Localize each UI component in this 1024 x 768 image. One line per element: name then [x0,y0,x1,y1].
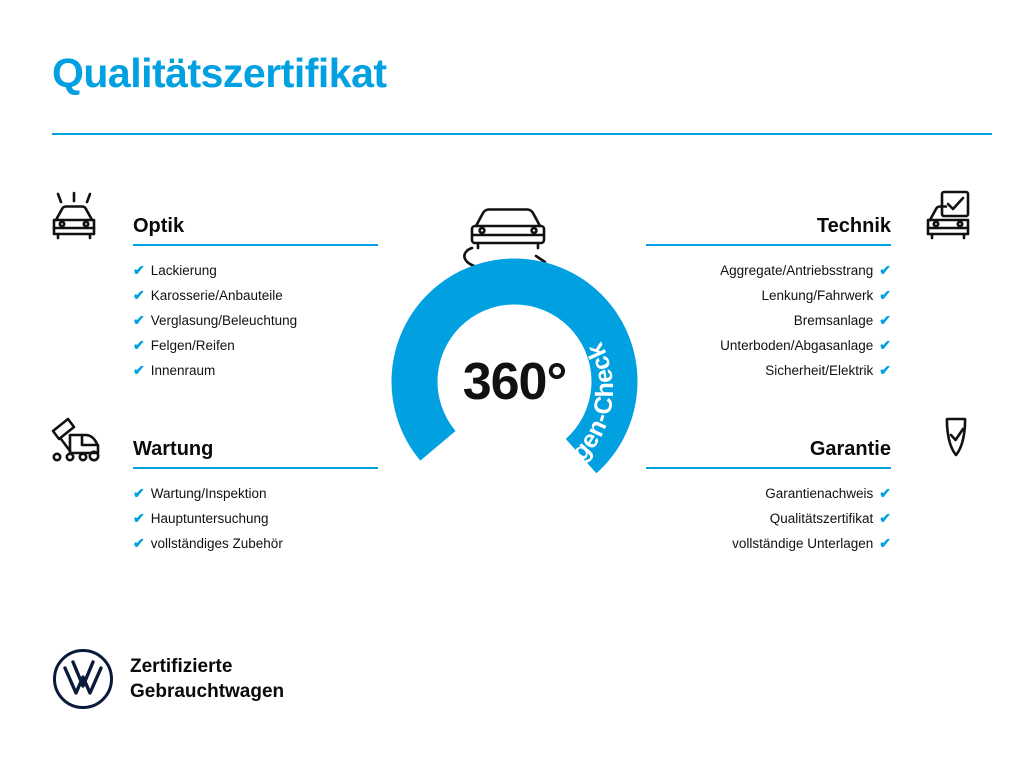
degree-value: 360° [462,352,567,411]
list-item [636,283,976,308]
list-item [48,283,388,308]
car-front-shine-icon [48,190,122,246]
list-item-label: Karosserie/Anbauteile [150,288,283,303]
car-checklist-icon [902,190,976,246]
check-icon: ✔ [879,287,891,303]
shield-check-icon [902,413,976,469]
section-header [636,200,976,246]
check-icon: ✔ [879,510,891,526]
check-icon: ✔ [879,535,891,551]
check-icon: ✔ [133,362,145,378]
list-item-label: Hauptuntersuchung [150,511,269,526]
check-icon: ✔ [879,337,891,353]
section-header [636,423,976,469]
section-item-list [636,258,976,383]
title-divider [52,133,992,135]
right-column [636,200,976,556]
list-item [48,506,388,531]
list-item [636,333,976,358]
brand-footer [52,648,284,710]
section-garantie [636,423,976,556]
section-divider [646,467,891,469]
svg-text:Gebrauchtwagen-Check: Gebrauchtwagen-Check [432,338,620,496]
car-lift-icon [48,413,122,469]
section-header [48,200,388,246]
brand-line-2: Gebrauchtwagen [130,681,285,702]
check-icon: ✔ [879,312,891,328]
vw-logo [52,648,114,710]
list-item-label: Qualitätszertifikat [769,511,874,526]
section-title: Technik [816,215,891,237]
list-item [636,506,976,531]
section-item-list [48,258,388,383]
list-item-label: Lackierung [150,263,217,278]
check-icon: ✔ [133,312,145,328]
left-column [48,200,388,556]
list-item [48,308,388,333]
list-item [48,481,388,506]
list-item [636,258,976,283]
check-icon: ✔ [879,262,891,278]
section-divider [646,244,891,246]
section-item-list [48,481,388,556]
brand-line-1: Zertifizierte [130,656,233,677]
list-item-label: Wartung/Inspektion [150,486,267,501]
list-item-label: Sicherheit/Elektrik [765,363,874,378]
check-icon: ✔ [133,262,145,278]
section-technik [636,200,976,383]
check-icon: ✔ [879,362,891,378]
list-item-label: Garantienachweis [765,486,874,501]
list-item-label: vollständige Unterlagen [732,536,874,551]
section-divider [133,244,378,246]
check-icon: ✔ [133,287,145,303]
section-title: Optik [133,215,185,237]
list-item [48,358,388,383]
check-badge [370,196,660,496]
check-icon: ✔ [133,337,145,353]
section-item-list [636,481,976,556]
section-header [48,423,388,469]
list-item [636,308,976,333]
list-item [48,258,388,283]
list-item-label: Felgen/Reifen [150,338,235,353]
list-item [48,531,388,556]
check-icon: ✔ [879,485,891,501]
list-item-label: Unterboden/Abgasanlage [720,338,874,353]
brand-footer-text [130,654,284,704]
check-icon: ✔ [133,510,145,526]
section-title: Garantie [809,438,891,460]
list-item-label: Bremsanlage [793,313,874,328]
list-item [636,481,976,506]
list-item-label: Aggregate/Antriebsstrang [720,263,874,278]
section-title: Wartung [133,438,214,460]
list-item-label: vollständiges Zubehör [150,536,283,551]
degree-ring [387,254,642,509]
list-item [48,333,388,358]
list-item-label: Lenkung/Fahrwerk [761,288,874,303]
section-divider [133,467,378,469]
check-icon: ✔ [133,535,145,551]
list-item-label: Verglasung/Beleuchtung [150,313,298,328]
list-item [636,531,976,556]
section-wartung [48,423,388,556]
section-optik [48,200,388,383]
list-item [636,358,976,383]
list-item-label: Innenraum [150,363,216,378]
check-icon: ✔ [133,485,145,501]
page-title: Qualitätszertifikat [52,50,387,96]
